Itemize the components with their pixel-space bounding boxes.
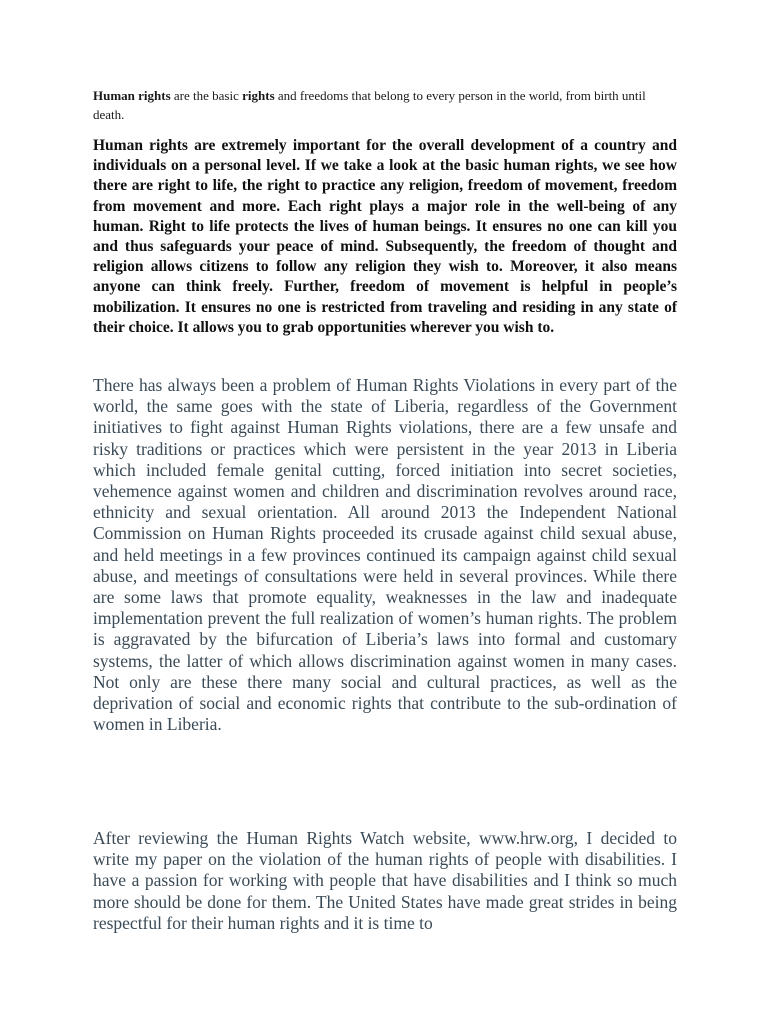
paragraph-liberia: There has always been a problem of Human Rights Violations in every part of the world, the same goes with the state of Liberia, regardless of the Government initiatives to fight against Human Rights violations, there are a few unsafe and risky traditions or practices which were persistent in the year 2013 in Liberia which included female genital cutting, forced initiation into secret societies, vehemence against women and children and discrimination revolves around race, ethnicity and sexual orientation. All around 2013 the Independent National Commission on Human Rights proceeded its crusade against child sexual abuse, and held meetings in a few provinces continued its campaign against child sexual abuse, and meetings of consultations were held in several provinces. While there are some laws that promote equality, weaknesses in the law and inadequate implementation prevent the full realization of women’s human rights. The problem is aggravated by the bifurcation of Liberia’s laws into formal and customary systems, the latter of which allows discrimination against women in many cases. Not only are these there many social and cultural practices, as well as the deprivation of social and economic rights that contribute to the sub-ordination of women in Liberia.	[93, 375, 677, 735]
intro-definition	[93, 86, 678, 124]
paragraph-disabilities: After reviewing the Human Rights Watch website, www.hrw.org, I decided to write my paper on the violation of the human rights of people with disabilities. I have a passion for working with people that have disabilities and I think so much more should be done for them. The United States have made great strides in being respectful for their human rights and it is time to	[93, 828, 677, 933]
intro-term: Human rights	[93, 88, 171, 103]
intro-text-2: and freedoms that belong to every person in the world, from birth until death.	[93, 88, 646, 122]
intro-emphasis: rights	[242, 88, 275, 103]
paragraph-importance: Human rights are extremely important for the overall development of a country and individuals on a personal level. If we take a look at the basic human rights, we see how there are right to life, the right to practice any religion, freedom of movement, freedom from movement and more. Each right plays a major role in the well-being of any human. Right to life protects the lives of human beings. It ensures no one can kill you and thus safeguards your peace of mind. Subsequently, the freedom of thought and religion allows citizens to follow any religion they wish to. Moreover, it also means anyone can think freely. Further, freedom of movement is helpful in people’s mobilization. It ensures no one is restricted from traveling and residing in any state of their choice. It allows you to grab opportunities wherever you wish to.	[93, 137, 677, 336]
intro-text-1: are the basic	[170, 88, 243, 103]
